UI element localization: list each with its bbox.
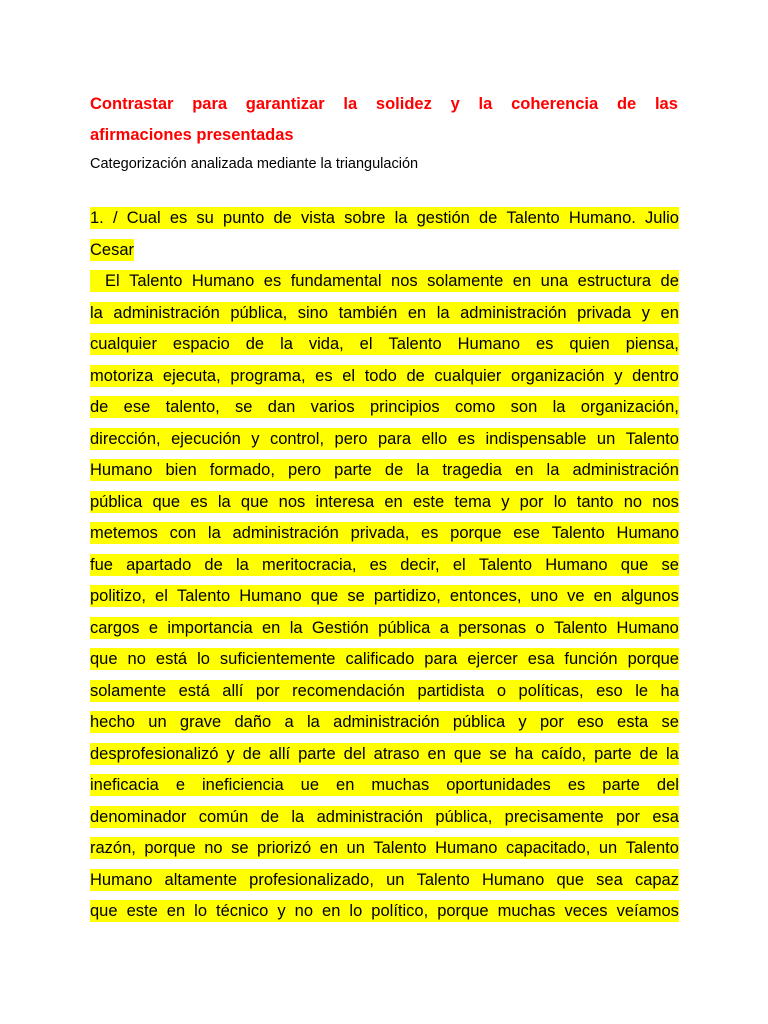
highlighted-text-line: hecho un grave daño a la administración pública y por eso esta se — [90, 713, 679, 731]
highlighted-text-line: Humano altamente profesionalizado, un Talento Humano que sea capaz — [90, 870, 679, 889]
highlighted-text-line: que este en lo técnico y no en lo político, porque muchas veces veíamos — [90, 902, 679, 920]
highlighted-text-line: razón, porque no se priorizó en un Talento Humano capacitado, un Talento — [90, 839, 679, 857]
highlighted-text-line: la administración pública, sino también en la administración privada y en — [90, 303, 679, 322]
highlighted-text-line: politizo, el Talento Humano que se partidizo, entonces, uno ve en algunos — [90, 587, 679, 605]
document-subtitle: Categorización analizada mediante la triangulación — [90, 156, 419, 172]
highlighted-text-line: que no está lo suficientemente calificado para ejercer esa función porque — [90, 650, 679, 668]
highlighted-text-line: ineficacia e ineficiencia ue en muchas oportunidades es parte del — [90, 776, 679, 794]
highlighted-text-line: Cesar — [90, 240, 135, 259]
highlighted-text-line: metemos con la administración privada, es porque ese Talento Humano — [90, 524, 679, 542]
highlighted-text-line: pública que es la que nos interesa en este tema y por lo tanto no nos — [90, 492, 679, 511]
highlighted-text-line: dirección, ejecución y control, pero para ello es indispensable un Talento — [90, 429, 679, 448]
highlighted-text-line: solamente está allí por recomendación partidista o políticas, eso le ha — [90, 681, 679, 700]
document-title-line-1: Contrastar para garantizar la solidez y la coherencia de las — [90, 95, 678, 113]
highlighted-text-line: El Talento Humano es fundamental nos solamente en una estructura de — [90, 270, 679, 292]
highlighted-text-line: de ese talento, se dan varios principios como son la organización, — [90, 398, 679, 416]
highlighted-text-line: desprofesionalizó y de allí parte del atraso en que se ha caído, parte de la — [90, 744, 679, 763]
document-title-line-2: afirmaciones presentadas — [90, 126, 294, 144]
highlighted-text-line: motoriza ejecuta, programa, es el todo de cualquier organización y dentro — [90, 366, 679, 385]
highlighted-text-line: Humano bien formado, pero parte de la tragedia en la administración — [90, 461, 679, 479]
highlighted-text-line: 1. / Cual es su punto de vista sobre la gestión de Talento Humano. Julio — [90, 209, 679, 227]
highlighted-text-line: fue apartado de la meritocracia, es decir, el Talento Humano que se — [90, 555, 679, 574]
highlighted-text-line: denominador común de la administración pública, precisamente por esa — [90, 807, 679, 826]
highlighted-text-line: cargos e importancia en la Gestión pública a personas o Talento Humano — [90, 618, 679, 637]
highlighted-text-line: cualquier espacio de la vida, el Talento Humano es quien piensa, — [90, 335, 679, 353]
